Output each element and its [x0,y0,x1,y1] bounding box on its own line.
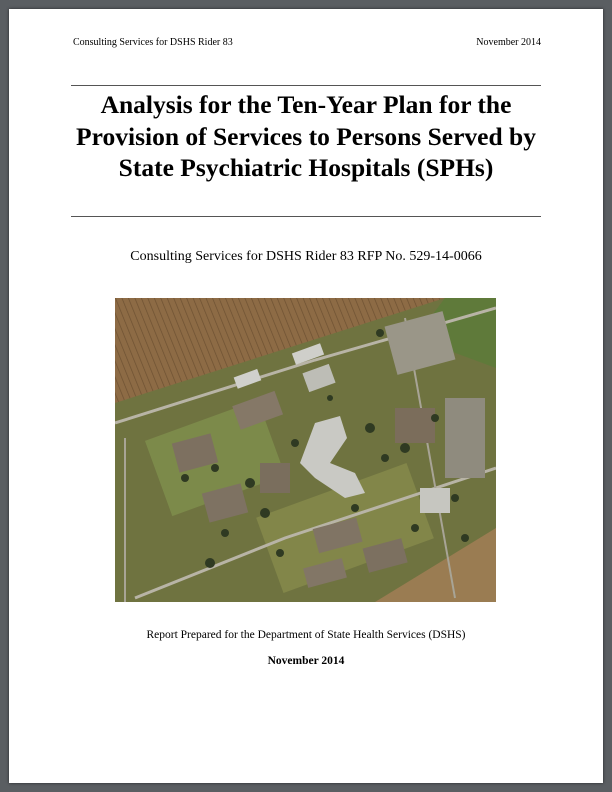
title-rule-top [71,85,541,86]
document-page [9,9,603,783]
aerial-photo [115,298,496,602]
report-subtitle: Consulting Services for DSHS Rider 83 RFP No. 529-14-0066 [130,249,482,264]
running-header-date: November 2014 [476,37,541,48]
report-title: Analysis for the Ten-Year Plan for the Provision of Services to Persons Served by State Psychiatric Hospitals (SPHs) [76,90,536,182]
running-header-left: Consulting Services for DSHS Rider 83 [73,37,233,48]
report-date: November 2014 [267,655,345,667]
prepared-for-line: Report Prepared for the Department of State Health Services (DSHS) [146,629,466,641]
title-rule-bottom [71,216,541,217]
